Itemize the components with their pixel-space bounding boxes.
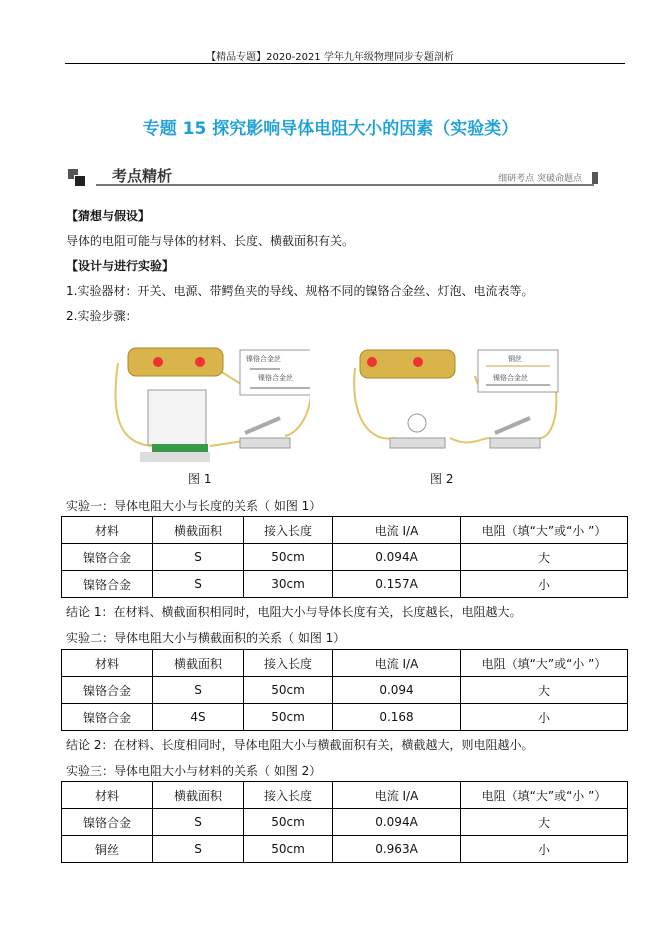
cell: S (153, 677, 244, 704)
header-cell: 材料 (62, 517, 153, 544)
fig2-wire1-label: 铜丝 (508, 355, 522, 363)
header-rule (65, 63, 625, 64)
cell: 大 (461, 677, 628, 704)
cell: S (153, 544, 244, 571)
cell: 大 (461, 809, 628, 836)
design-heading: 【设计与进行实验】 (66, 259, 175, 273)
table-row (62, 704, 628, 731)
cell: 大 (461, 544, 628, 571)
cell: S (153, 571, 244, 598)
cell: 50cm (244, 836, 333, 863)
square-icon (74, 175, 86, 187)
cell: 0.094 (333, 677, 461, 704)
fig1-wire2-label: 镍铬合金丝 (258, 374, 293, 382)
header-cell: 材料 (62, 782, 153, 809)
cell: 0.094A (333, 809, 461, 836)
steps-text: 2.实验步骤： (66, 309, 138, 323)
exp3-table (61, 781, 628, 863)
cell: 镍铬合金 (62, 571, 153, 598)
bar-icon (592, 172, 598, 184)
header-cell: 横截面积 (153, 517, 244, 544)
header-cell: 材料 (62, 650, 153, 677)
cell: 0.094A (333, 544, 461, 571)
exp2-conclusion: 结论 2：在材料、长度相同时，导体电阻大小与横截面积有关，横截越大，则电阻越小。 (66, 738, 534, 752)
hypothesis-heading: 【猜想与假设】 (66, 209, 151, 223)
cell: 0.168 (333, 704, 461, 731)
cell: 50cm (244, 704, 333, 731)
section-banner (66, 163, 600, 187)
exp1-table (61, 516, 628, 598)
cell: 小 (461, 836, 628, 863)
header-cell: 电阻（填“大”或“小 ”） (461, 650, 628, 677)
header-cell: 接入长度 (244, 650, 333, 677)
header-cell: 电阻（填“大”或“小 ”） (461, 782, 628, 809)
header-cell: 电流 I/A (333, 782, 461, 809)
exp1-title: 实验一：导体电阻大小与长度的关系（ 如图 1） (66, 499, 322, 513)
figure-2-caption: 图 2 (430, 472, 454, 486)
table-header-row (62, 650, 628, 677)
page-title: 专题 15 探究影响导体电阻大小的因素（实验类） (142, 119, 519, 139)
exp2-title: 实验二：导体电阻大小与横截面积的关系（ 如图 1） (66, 631, 346, 645)
cell: 镍铬合金 (62, 704, 153, 731)
cell: 0.963A (333, 836, 461, 863)
section-tagline: 细研考点 突破命题点 (498, 174, 582, 184)
figure-1-caption: 图 1 (188, 472, 212, 486)
exp2-table (61, 649, 628, 731)
cell: 50cm (244, 544, 333, 571)
cell: 镍铬合金 (62, 544, 153, 571)
table-row (62, 571, 628, 598)
exp1-conclusion: 结论 1：在材料、横截面积相同时，电阻大小与导体长度有关，长度越长，电阻越大。 (66, 605, 522, 619)
header-cell: 接入长度 (244, 782, 333, 809)
table-header-row (62, 517, 628, 544)
cell: 0.157A (333, 571, 461, 598)
header-cell: 电流 I/A (333, 650, 461, 677)
equipment-text: 1.实验器材：开关、电源、带鳄鱼夹的导线、规格不同的镍铬合金丝、灯泡、电流表等。 (66, 284, 534, 298)
hypothesis-text: 导体的电阻可能与导体的材料、长度、横截面积有关。 (66, 234, 355, 248)
cell: 50cm (244, 809, 333, 836)
running-header: 【精品专题】2020-2021 学年九年级物理同步专题剖析 (206, 52, 454, 63)
figure-1-circuit (110, 338, 310, 463)
fig1-wire1-label: 镍铬合金丝 (246, 355, 281, 363)
section-rule (96, 184, 594, 186)
fig2-wire2-label: 镍铬合金丝 (493, 374, 528, 382)
table-row (62, 677, 628, 704)
cell: 50cm (244, 677, 333, 704)
cell: 小 (461, 704, 628, 731)
cell: S (153, 836, 244, 863)
header-cell: 横截面积 (153, 782, 244, 809)
header-cell: 电阻（填“大”或“小 ”） (461, 517, 628, 544)
header-cell: 接入长度 (244, 517, 333, 544)
table-row (62, 836, 628, 863)
header-cell: 横截面积 (153, 650, 244, 677)
cell: 铜丝 (62, 836, 153, 863)
cell: 镍铬合金 (62, 677, 153, 704)
table-header-row (62, 782, 628, 809)
section-title: 考点精析 (112, 167, 173, 185)
table-row (62, 544, 628, 571)
table-row (62, 809, 628, 836)
cell: 4S (153, 704, 244, 731)
cell: 30cm (244, 571, 333, 598)
cell: 镍铬合金 (62, 809, 153, 836)
cell: S (153, 809, 244, 836)
figure-2-circuit (350, 338, 560, 463)
cell: 小 (461, 571, 628, 598)
exp3-title: 实验三：导体电阻大小与材料的关系（ 如图 2） (66, 764, 322, 778)
header-cell: 电流 I/A (333, 517, 461, 544)
